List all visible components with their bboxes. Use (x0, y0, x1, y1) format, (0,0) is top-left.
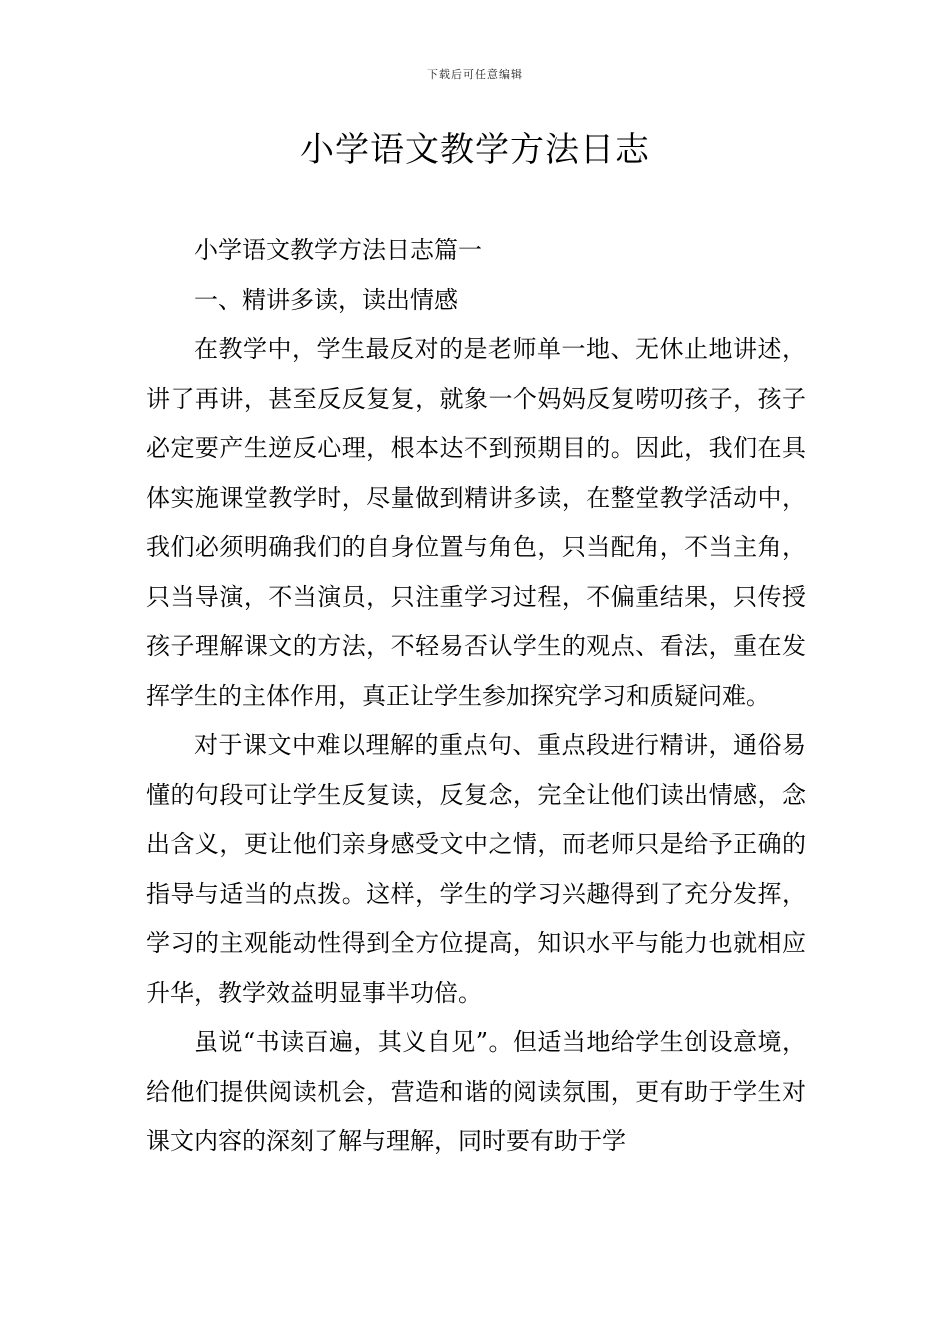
section-heading: 小学语文教学方法日志篇一 (194, 236, 482, 264)
document-body (146, 226, 806, 1167)
page-header-note: 下载后可任意编辑 (427, 68, 523, 81)
subsection-heading: 一、精讲多读，读出情感 (194, 285, 458, 314)
body-paragraph: 在教学中，学生最反对的是老师单一地、无休止地讲述，讲了再讲，甚至反反复复，就象一个妈妈反复唠叨孩子，孩子必定要产生逆反心理，根本达不到预期目的。因此，我们在具体实施课堂教学时，尽量做到精讲多读，在整堂教学活动中，我们必须明确我们的自身位置与角色，只当配角，不当主角，只当导演，不当演员，只注重学习过程，不偏重结果，只传授孩子理解课文的方法，不轻易否认学生的观点、看法，重在发挥学生的主体作用，真正让学生参加探究学习和质疑问难。 (146, 335, 806, 710)
body-paragraph: 虽说“书读百遍，其义自见”。但适当地给学生创设意境，给他们提供阅读机会，营造和谐的阅读氛围，更有助于学生对课文内容的深刻了解与理解，同时要有助于学 (146, 1028, 806, 1155)
body-paragraph: 对于课文中难以理解的重点句、重点段进行精讲，通俗易懂的句段可让学生反复读，反复念，完全让他们读出情感，念出含义，更让他们亲身感受文中之情，而老师只是给予正确的指导与适当的点拨。这样，学生的学习兴趣得到了充分发挥，学习的主观能动性得到全方位提高，知识水平与能力也就相应升华，教学效益明显事半功倍。 (146, 731, 806, 1007)
document-title: 小学语文教学方法日志 (300, 130, 650, 170)
